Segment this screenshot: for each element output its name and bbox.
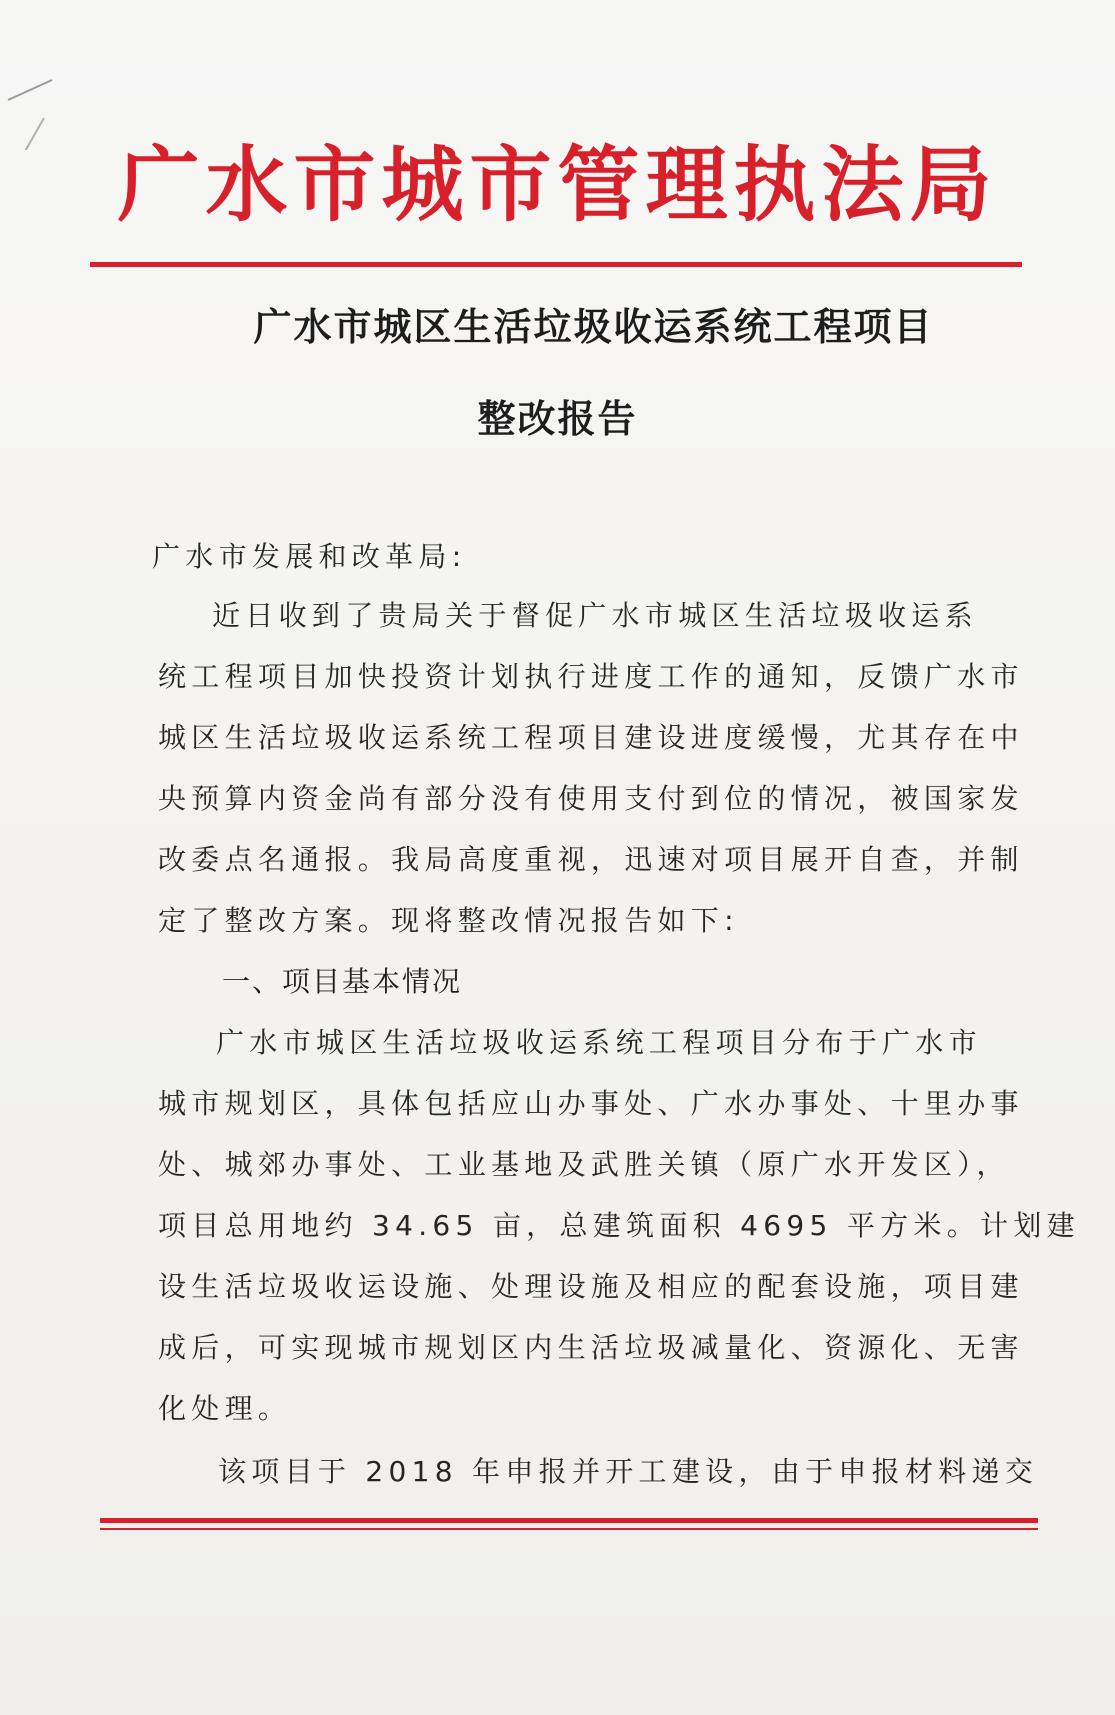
paragraph-1-line: 改委点名通报。我局高度重视，迅速对项目展开自查，并制 [158, 843, 1024, 876]
section-1-heading: 一、项目基本情况 [222, 965, 463, 998]
paragraph-1-line: 近日收到了贵局关于督促广水市城区生活垃圾收运系 [212, 599, 978, 632]
document-title-line-1: 广水市城区生活垃圾收运系统工程项目 [253, 305, 934, 349]
paragraph-2-line: 广水市城区生活垃圾收运系统工程项目分布于广水市 [216, 1026, 982, 1059]
paragraph-2-line: 项目总用地约 34.65 亩，总建筑面积 4695 平方米。计划建 [158, 1209, 1080, 1242]
paragraph-1-line: 城区生活垃圾收运系统工程项目建设进度缓慢，尤其存在中 [158, 721, 1024, 754]
paragraph-2-line: 设生活垃圾收运设施、处理设施及相应的配套设施，项目建 [158, 1270, 1024, 1303]
paragraph-2-line: 城市规划区，具体包括应山办事处、广水办事处、十里办事 [158, 1087, 1024, 1120]
footer-red-rule [100, 1518, 1038, 1523]
paragraph-2-line: 成后，可实现城市规划区内生活垃圾减量化、资源化、无害 [158, 1331, 1024, 1364]
salutation: 广水市发展和改革局: [152, 540, 467, 573]
paragraph-2-line: 化处理。 [158, 1392, 292, 1425]
paragraph-1-line: 统工程项目加快投资计划执行进度工作的通知，反馈广水市 [158, 660, 1024, 693]
paragraph-1-line: 央预算内资金尚有部分没有使用支付到位的情况，被国家发 [158, 782, 1024, 815]
footer-red-rule-thin [100, 1528, 1038, 1530]
paragraph-2-line: 处、城郊办事处、工业基地及武胜关镇（原广水开发区）， [158, 1148, 1010, 1181]
paragraph-3-line: 该项目于 2018 年申报并开工建设，由于申报材料递交 [218, 1455, 1039, 1488]
document-title-line-2: 整改报告 [477, 397, 638, 441]
letterhead-red-rule [90, 262, 1022, 267]
letterhead-org-name: 广水市城市管理执法局 [117, 137, 998, 233]
paragraph-1-line: 定了整改方案。现将整改情况报告如下: [158, 904, 739, 937]
